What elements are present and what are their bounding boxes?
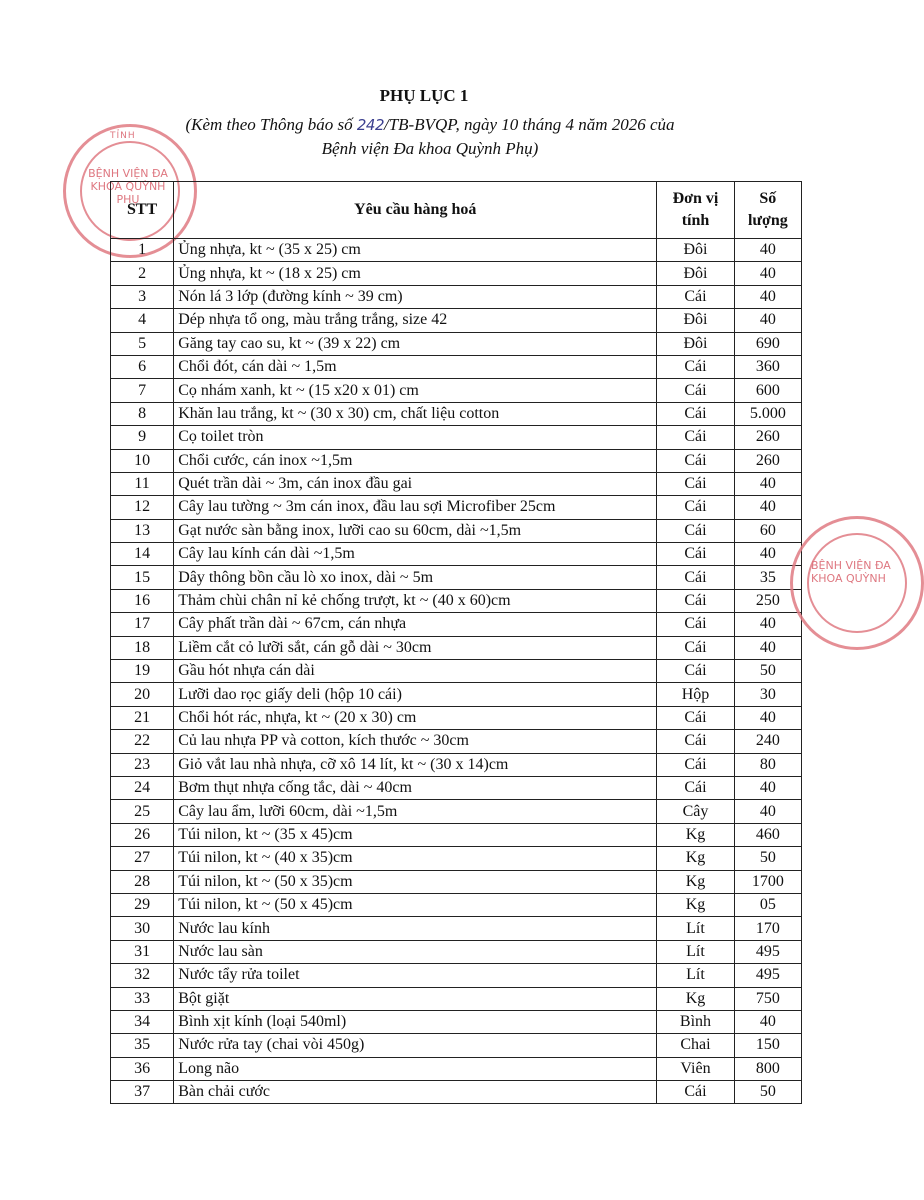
row-quantity: 5.000 [734,402,801,425]
table-row [111,449,802,472]
row-requirement: Ủng nhựa, kt ~ (18 x 25) cm [174,262,657,285]
row-requirement: Túi nilon, kt ~ (35 x 45)cm [174,823,657,846]
row-stt: 2 [111,262,174,285]
row-stt: 29 [111,893,174,916]
row-requirement: Túi nilon, kt ~ (50 x 35)cm [174,870,657,893]
subtitle-suffix: /TB-BVQP, ngày 10 tháng 4 năm 2026 của [384,115,675,134]
row-stt: 4 [111,309,174,332]
handwritten-number: 242 [356,116,384,134]
row-stt: 34 [111,1010,174,1033]
row-quantity: 40 [734,613,801,636]
row-stt: 1 [111,239,174,262]
row-unit: Cái [657,753,734,776]
header-unit-line2: tính [681,212,710,229]
row-requirement: Bình xịt kính (loại 540ml) [174,1010,657,1033]
row-requirement: Cọ toilet tròn [174,426,657,449]
row-requirement: Gầu hót nhựa cán dài [174,660,657,683]
row-requirement: Thảm chùi chân nỉ kẻ chống trượt, kt ~ (40 x 60)cm [174,589,657,612]
row-requirement: Găng tay cao su, kt ~ (39 x 22) cm [174,332,657,355]
row-quantity: 40 [734,1010,801,1033]
row-stt: 7 [111,379,174,402]
row-quantity: 40 [734,472,801,495]
row-requirement: Cây phất trần dài ~ 67cm, cán nhựa [174,613,657,636]
table-row [111,753,802,776]
row-quantity: 460 [734,823,801,846]
row-unit: Đôi [657,332,734,355]
row-requirement: Nước lau kính [174,917,657,940]
table-row [111,870,802,893]
row-requirement: Liềm cắt cỏ lưỡi sắt, cán gỗ dài ~ 30cm [174,636,657,659]
table-row [111,987,802,1010]
row-requirement: Túi nilon, kt ~ (50 x 45)cm [174,893,657,916]
row-requirement: Nước tẩy rửa toilet [174,964,657,987]
row-quantity: 240 [734,730,801,753]
row-requirement: Cây lau ẩm, lưỡi 60cm, dài ~1,5m [174,800,657,823]
row-quantity: 50 [734,660,801,683]
row-quantity: 40 [734,706,801,729]
table-row [111,355,802,378]
row-stt: 30 [111,917,174,940]
row-stt: 31 [111,940,174,963]
table-row [111,543,802,566]
row-quantity: 800 [734,1057,801,1080]
row-stt: 15 [111,566,174,589]
row-unit: Kg [657,987,734,1010]
row-quantity: 40 [734,776,801,799]
row-quantity: 260 [734,426,801,449]
row-quantity: 40 [734,309,801,332]
row-unit: Lít [657,917,734,940]
row-quantity: 1700 [734,870,801,893]
row-requirement: Giỏ vắt lau nhà nhựa, cỡ xô 14 lít, kt ~ (30 x 14)cm [174,753,657,776]
row-stt: 26 [111,823,174,846]
row-requirement: Bột giặt [174,987,657,1010]
row-stt: 3 [111,285,174,308]
row-unit: Đôi [657,309,734,332]
table-row [111,1081,802,1104]
row-requirement: Lưỡi dao rọc giấy deli (hộp 10 cái) [174,683,657,706]
row-requirement: Túi nilon, kt ~ (40 x 35)cm [174,847,657,870]
table-row [111,636,802,659]
table-row [111,1010,802,1033]
row-stt: 21 [111,706,174,729]
table-row [111,940,802,963]
row-unit: Kg [657,893,734,916]
row-requirement: Củ lau nhựa PP và cotton, kích thước ~ 30cm [174,730,657,753]
table-row [111,262,802,285]
row-quantity: 360 [734,355,801,378]
row-stt: 13 [111,519,174,542]
row-quantity: 690 [734,332,801,355]
row-unit: Cái [657,449,734,472]
row-requirement: Cọ nhám xanh, kt ~ (15 x20 x 01) cm [174,379,657,402]
row-stt: 8 [111,402,174,425]
row-unit: Kg [657,847,734,870]
stamp-text: BỆNH VIỆN ĐA KHOA QUỲNH PHỤ [88,167,168,206]
row-stt: 20 [111,683,174,706]
row-requirement: Dép nhựa tổ ong, màu trắng trắng, size 42 [174,309,657,332]
row-requirement: Cây lau kính cán dài ~1,5m [174,543,657,566]
table-header-row [111,182,802,239]
row-stt: 5 [111,332,174,355]
row-requirement: Ủng nhựa, kt ~ (35 x 25) cm [174,239,657,262]
row-stt: 22 [111,730,174,753]
row-quantity: 170 [734,917,801,940]
table-row [111,613,802,636]
row-unit: Cái [657,613,734,636]
table-row [111,285,802,308]
table-row [111,519,802,542]
row-unit: Cái [657,706,734,729]
row-stt: 24 [111,776,174,799]
row-requirement: Chổi đót, cán dài ~ 1,5m [174,355,657,378]
table-row [111,730,802,753]
row-unit: Viên [657,1057,734,1080]
row-quantity: 150 [734,1034,801,1057]
row-stt: 32 [111,964,174,987]
row-quantity: 495 [734,940,801,963]
row-stt: 35 [111,1034,174,1057]
row-stt: 37 [111,1081,174,1104]
row-stt: 23 [111,753,174,776]
row-stt: 36 [111,1057,174,1080]
header-qty-line1: Số [759,190,777,207]
row-stt: 17 [111,613,174,636]
row-stt: 6 [111,355,174,378]
row-requirement: Long não [174,1057,657,1080]
header-requirement: Yêu cầu hàng hoá [174,182,657,239]
row-requirement: Dây thông bồn cầu lò xo inox, dài ~ 5m [174,566,657,589]
row-requirement: Bàn chải cước [174,1081,657,1104]
table-row [111,660,802,683]
row-unit: Cái [657,355,734,378]
row-requirement: Nón lá 3 lớp (đường kính ~ 39 cm) [174,285,657,308]
table-row [111,847,802,870]
row-requirement: Chổi cước, cán inox ~1,5m [174,449,657,472]
row-quantity: 40 [734,496,801,519]
row-unit: Kg [657,823,734,846]
row-quantity: 30 [734,683,801,706]
table-row [111,893,802,916]
row-requirement: Quét trần dài ~ 3m, cán inox đầu gai [174,472,657,495]
hospital-stamp-partial [790,516,924,650]
row-quantity: 80 [734,753,801,776]
table-row [111,402,802,425]
row-quantity: 40 [734,800,801,823]
row-unit: Cái [657,379,734,402]
row-stt: 27 [111,847,174,870]
row-quantity: 40 [734,636,801,659]
row-unit: Cây [657,800,734,823]
table-row [111,776,802,799]
row-stt: 33 [111,987,174,1010]
table-row [111,239,802,262]
goods-table [110,181,802,1104]
row-quantity: 50 [734,847,801,870]
row-quantity: 40 [734,285,801,308]
header-unit-line1: Đơn vị [672,190,719,207]
row-unit: Cái [657,402,734,425]
table-row [111,472,802,495]
row-stt: 11 [111,472,174,495]
document-subtitle [150,113,710,160]
row-unit: Cái [657,543,734,566]
row-stt: 25 [111,800,174,823]
row-requirement: Khăn lau trắng, kt ~ (30 x 30) cm, chất liệu cotton [174,402,657,425]
table-row [111,683,802,706]
table-row [111,1057,802,1080]
row-unit: Cái [657,730,734,753]
header-stt: STT [111,182,174,239]
row-quantity: 600 [734,379,801,402]
row-quantity: 40 [734,543,801,566]
row-stt: 10 [111,449,174,472]
row-unit: Đôi [657,262,734,285]
header-unit [657,182,734,239]
row-quantity: 35 [734,566,801,589]
row-requirement: Cây lau tường ~ 3m cán inox, đầu lau sợi Microfiber 25cm [174,496,657,519]
row-unit: Hộp [657,683,734,706]
row-unit: Cái [657,519,734,542]
row-stt: 28 [111,870,174,893]
row-quantity: 260 [734,449,801,472]
header-qty [734,182,801,239]
row-unit: Cái [657,285,734,308]
table-row [111,379,802,402]
row-requirement: Gạt nước sàn bằng inox, lưỡi cao su 60cm, dài ~1,5m [174,519,657,542]
row-unit: Chai [657,1034,734,1057]
table-row [111,823,802,846]
row-quantity: 40 [734,239,801,262]
row-requirement: Nước rửa tay (chai vòi 450g) [174,1034,657,1057]
table-row [111,496,802,519]
table-row [111,917,802,940]
row-unit: Cái [657,589,734,612]
row-unit: Cái [657,426,734,449]
subtitle-prefix: (Kèm theo Thông báo số [185,115,357,134]
row-unit: Đôi [657,239,734,262]
row-stt: 16 [111,589,174,612]
row-unit: Cái [657,660,734,683]
row-requirement: Chổi hót rác, nhựa, kt ~ (20 x 30) cm [174,706,657,729]
subtitle-line2: Bệnh viện Đa khoa Quỳnh Phụ) [321,139,539,158]
table-row [111,800,802,823]
row-stt: 9 [111,426,174,449]
row-unit: Cái [657,472,734,495]
stamp-ring-text: TỈNH [110,131,136,141]
row-quantity: 495 [734,964,801,987]
row-quantity: 05 [734,893,801,916]
row-unit: Lít [657,964,734,987]
row-quantity: 40 [734,262,801,285]
row-stt: 19 [111,660,174,683]
row-stt: 18 [111,636,174,659]
stamp-text: BỆNH VIỆN ĐA KHOA QUỲNH [811,559,891,585]
row-unit: Cái [657,496,734,519]
table-row [111,566,802,589]
row-unit: Cái [657,566,734,589]
header-qty-line2: lượng [747,212,788,229]
row-unit: Cái [657,776,734,799]
table-row [111,332,802,355]
row-quantity: 50 [734,1081,801,1104]
row-unit: Lít [657,940,734,963]
row-requirement: Bơm thụt nhựa cống tắc, dài ~ 40cm [174,776,657,799]
row-stt: 14 [111,543,174,566]
table-row [111,589,802,612]
table-row [111,309,802,332]
row-quantity: 250 [734,589,801,612]
row-unit: Cái [657,1081,734,1104]
row-unit: Kg [657,870,734,893]
table-row [111,1034,802,1057]
row-stt: 12 [111,496,174,519]
table-row [111,426,802,449]
row-unit: Bình [657,1010,734,1033]
table-row [111,706,802,729]
row-requirement: Nước lau sàn [174,940,657,963]
document-heading: PHỤ LỤC 1 [379,86,469,105]
row-quantity: 750 [734,987,801,1010]
row-unit: Cái [657,636,734,659]
row-quantity: 60 [734,519,801,542]
table-row [111,964,802,987]
